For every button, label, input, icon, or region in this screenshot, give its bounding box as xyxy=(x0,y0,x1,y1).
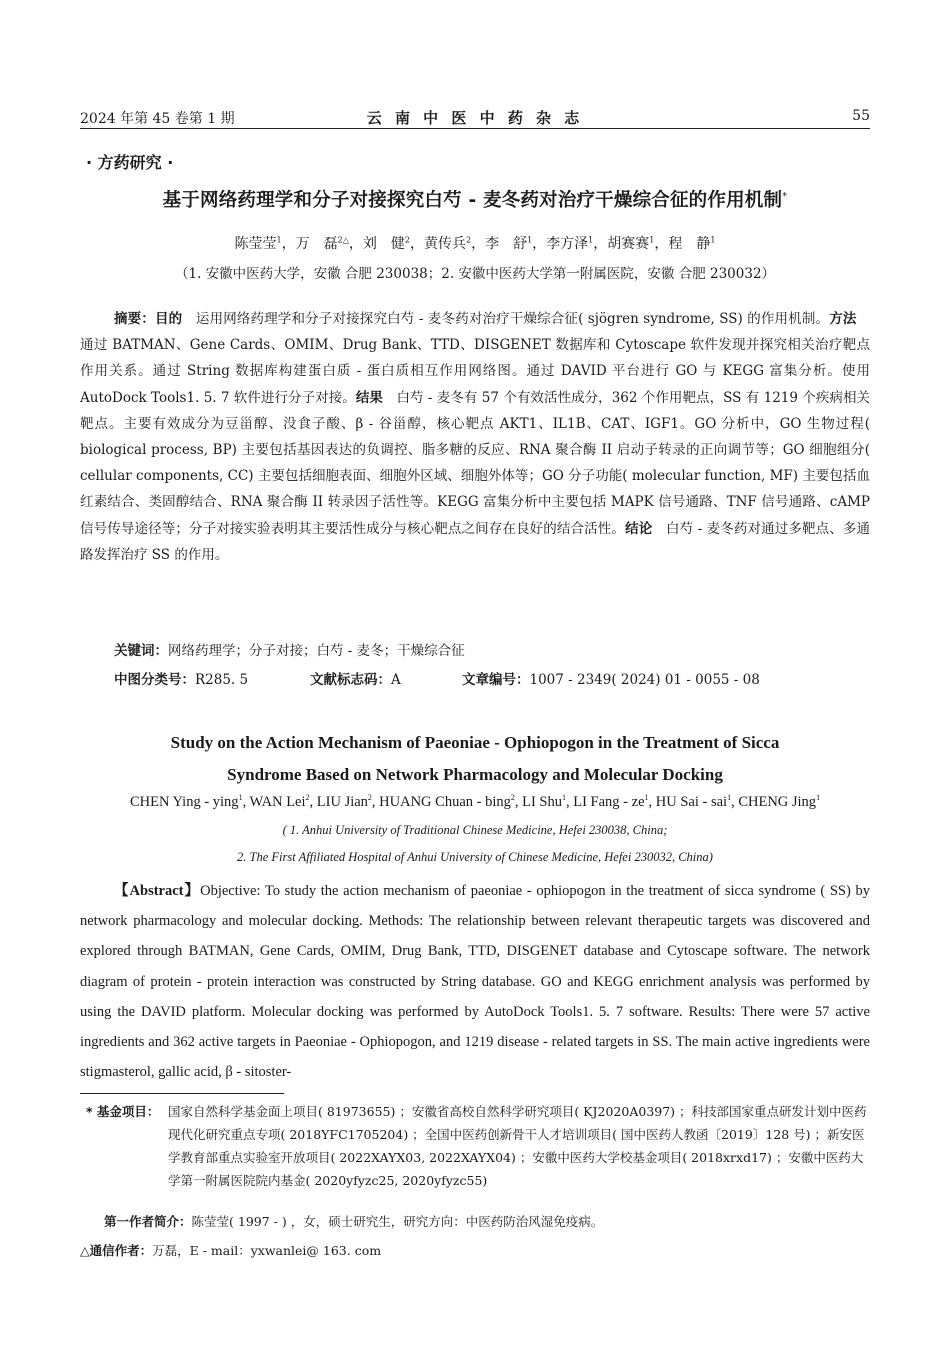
clc-value: R285. 5 xyxy=(195,672,249,688)
doc-code-value: A xyxy=(391,672,401,688)
keywords-label: 关键词： xyxy=(114,643,168,659)
issue-info: 2024 年第 45 卷第 1 期 xyxy=(80,111,235,127)
chinese-title-text: 基于网络药理学和分子对接探究白芍 - 麦冬药对治疗干燥综合征的作用机制 xyxy=(162,190,783,211)
first-author-footnote xyxy=(104,1212,603,1230)
clc-item xyxy=(114,668,310,688)
chinese-affiliation: （1. 安徽中医药大学，安徽 合肥 230038；2. 安徽中医药大学第一附属医院，安徽 合肥 230032） xyxy=(174,266,776,282)
corresponding-author-text: 万磊，E - mail：yxwanlei@ 163. com xyxy=(152,1243,382,1258)
footnote-rule xyxy=(80,1093,284,1094)
english-affiliation-2: 2. The First Affiliated Hospital of Anhui University of Chinese Medicine, Hefei 230032, China) xyxy=(237,850,713,864)
section-label: · 方药研究 · xyxy=(86,153,174,172)
english-title-line2: Syndrome Based on Network Pharmacology and Molecular Docking xyxy=(227,765,723,784)
title-footnote-mark: * xyxy=(782,190,788,202)
first-author-label: 第一作者简介： xyxy=(104,1214,192,1229)
english-title xyxy=(0,727,950,791)
keywords xyxy=(114,639,465,659)
clc-label: 中图分类号： xyxy=(114,672,195,688)
fund-footnote xyxy=(86,1100,870,1188)
keywords-text: 网络药理学；分子对接；白芍 - 麦冬；干燥综合征 xyxy=(168,643,465,659)
doc-code-item xyxy=(310,668,462,688)
english-abstract: 【Abstract】Objective: To study the action mechanism of paeoniae - ophiopogon in the treatment of sicca syndrome ( SS) by network pharmacology and molecular docking. Methods: The relationship between relevant therapeutic targets was discovered and explored through BATMAN, Gene Cards, OMIM, Drug Bank, TTD, DISGENET database and Cytoscape software. The network diagram of protein - protein interaction was constructed by String database. GO and KEGG enrichment analysis was performed by using the DAVID platform. Molecular docking was performed by AutoDock Tools1. 5. 7 software. Results: There were 57 active ingredients and 362 active targets in Paeoniae - Ophiopogon, and 1219 disease - related targets in SS. The main active ingredients were stigmasterol, gallic acid, β - sitoster- xyxy=(80,883,870,1081)
article-no-label: 文章编号： xyxy=(462,672,530,688)
page-number: 55 xyxy=(852,108,870,124)
chinese-title xyxy=(0,186,950,212)
corresponding-author-footnote xyxy=(80,1241,381,1259)
fund-text: 国家自然科学基金面上项目( 81973655) ；安徽省高校自然科学研究项目( KJ2020A0397) ；科技部国家重点研发计划中医药现代化研究重点专项( 2018YFC1705204) ；全国中医药创新骨干人才培训项目( 国中医药人教函〔2019〕128 号) ；新安医学教育部重点实验室开放项目( 2022XAYX03, 2022XAYX04) ；安徽中医药大学校基金项目( 2018xrxd17) ；安徽中医药大学第一附属医院院内基金( 2020yfyzc25, 2020yfyzc55) xyxy=(168,1104,867,1188)
doc-code-label: 文献标志码： xyxy=(310,672,391,688)
english-affiliation-1: ( 1. Anhui University of Traditional Chinese Medicine, Hefei 230038, China; xyxy=(282,823,668,837)
header-rule xyxy=(80,128,870,129)
chinese-abstract: 摘要：目的 运用网络药理学和分子对接探究白芍 - 麦冬药对治疗干燥综合征( sjögren syndrome, SS) 的作用机制。方法 通过 BATMAN、Gene Cards、OMIM、Drug Bank、TTD、DISGENET 数据库和 Cytoscape 软件发现并探究相关治疗靶点作用关系。通过 String 数据库构建蛋白质 - 蛋白质相互作用网络图。通过 DAVID 平台进行 GO 与 KEGG 富集分析。使用 AutoDock Tools1. 5. 7 软件进行分子对接。结果 白芍 - 麦冬有 57 个有效活性成分，362 个作用靶点，SS 有 1219 个疾病相关靶点。主要有效成分为豆甾醇、没食子酸、β - 谷甾醇，核心靶点 AKT1、IL1B、CAT、IGF1。GO 分析中，GO 生物过程( biological process, BP) 主要包括基因表达的负调控、脂多糖的反应、RNA 聚合酶 II 启动子转录的正向调节等；GO 细胞组分( cellular components, CC) 主要包括细胞表面、细胞外区域、细胞外体等；GO 分子功能( molecular function, MF) 主要包括血红素结合、类固醇结合、RNA 聚合酶 II 转录因子活性等。KEGG 富集分析中主要包括 MAPK 信号通路、TNF 信号通路、cAMP 信号传导途径等；分子对接实验表明其主要活性成分与核心靶点之间存在良好的结合活性。结论 白芍 - 麦冬药对通过多靶点、多通路发挥治疗 SS 的作用。 xyxy=(80,311,871,563)
english-authors: CHEN Ying - ying$^1$, WAN Lei$^2$, LIU Jian$^2$, HUANG Chuan - bing$^2$, LI Shu$^1$, LI Fang - $ze^1$, HU Sai - sai$^1$, CHENG Jing$^1$ xyxy=(129,793,821,810)
article-no-value: 1007 - 2349( 2024) 01 - 0055 - 08 xyxy=(529,672,760,688)
fund-label: * 基金项目： xyxy=(86,1104,160,1119)
chinese-authors: 陈莹莹$^1$，万 磊$^{2\triangle}$，刘 健$^2$，黄传兵$^2$，李 舒$^1$，李方泽$^1$，胡赛赛$^1$，程 静$^1$ xyxy=(234,235,716,252)
first-author-text: 陈莹莹( 1997 - ) ，女，硕士研究生，研究方向：中医药防治风湿免疫病。 xyxy=(191,1214,604,1229)
article-no-item xyxy=(462,668,760,688)
journal-name: 云 南 中 医 中 药 杂 志 xyxy=(366,109,584,127)
corresponding-author-label: △通信作者： xyxy=(80,1243,153,1258)
classification-line xyxy=(114,668,874,688)
english-title-line1: Study on the Action Mechanism of Paeoniae - Ophiopogon in the Treatment of Sicca xyxy=(170,733,780,752)
